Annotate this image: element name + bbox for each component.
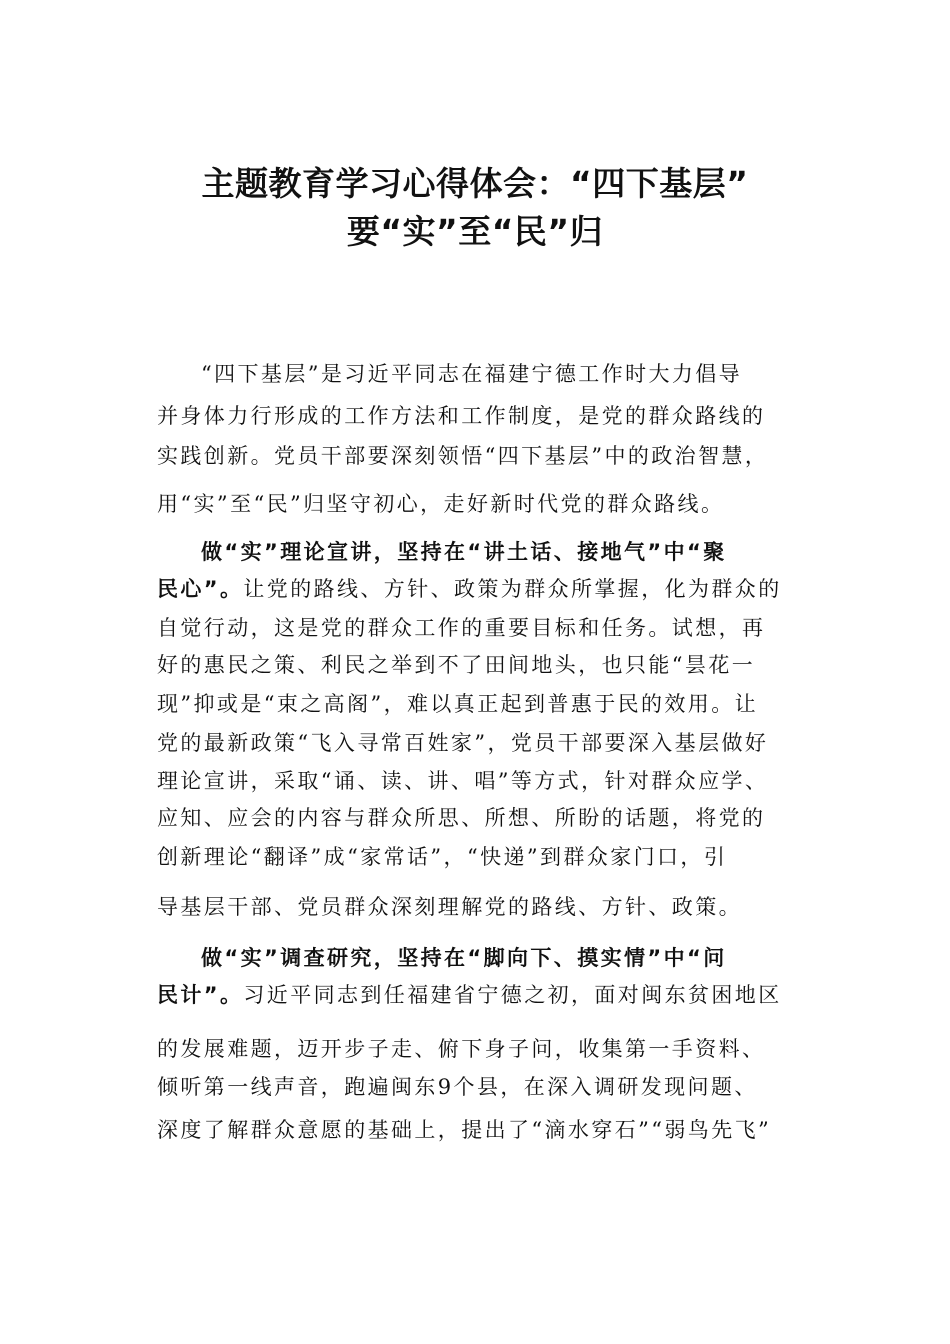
paragraph-2-line-5: 现”抑或是“束之高阁”，难以真正起到普惠于民的效用。让 [157, 692, 759, 716]
paragraph-3-line-2 [157, 980, 782, 1010]
paragraph-2-line-3: 自觉行动，这是党的群众工作的重要目标和任务。试想，再 [157, 616, 766, 640]
paragraph-2-heading: 做“实”理论宣讲，坚持在“讲土话、接地气”中“聚 [201, 540, 727, 564]
paragraph-2-line-2-text: 让党的路线、方针、政策为群众所掌握，化为群众的 [243, 577, 782, 601]
paragraph-2-line-2 [157, 574, 782, 604]
paragraph-3-heading-end: 民计”。 [157, 983, 244, 1007]
paragraph-2-line-4: 好的惠民之策、利民之举到不了田间地头，也只能“昙花一 [157, 653, 756, 677]
document-title-line-1: 主题教育学习心得体会：“四下基层” [201, 164, 749, 203]
paragraph-2-line-10: 导基层干部、党员群众深刻理解党的路线、方针、政策。 [157, 895, 742, 919]
paragraph-2-line-9: 创新理论“翻译”成“家常话”，“快递”到群众家门口，引 [157, 845, 728, 869]
paragraph-3-line-3: 的发展难题，迈开步子走、俯下身子问，收集第一手资料、 [157, 1037, 766, 1061]
paragraph-1-line-2: 并身体力行形成的工作方法和工作制度，是党的群众路线的 [157, 404, 766, 428]
paragraph-2-line-6: 党的最新政策“飞入寻常百姓家”，党员干部要深入基层做好 [157, 731, 769, 755]
paragraph-3-line-5: 深度了解群众意愿的基础上，提出了“滴水穿石”“弱鸟先飞” [157, 1118, 772, 1142]
paragraph-2-heading-end: 民心”。 [157, 577, 244, 601]
paragraph-3-line-4: 倾听第一线声音，跑遍闽东9个县，在深入调研发现问题、 [157, 1075, 758, 1099]
document-title-line-2: 要“实”至“民”归 [346, 212, 604, 251]
paragraph-3-heading: 做“实”调查研究，坚持在“脚向下、摸实情”中“问 [201, 946, 727, 970]
paragraph-1-line-3: 实践创新。党员干部要深刻领悟“四下基层”中的政治智慧， [157, 444, 769, 468]
paragraph-1-line-1: “四下基层”是习近平同志在福建宁德工作时大力倡导 [201, 362, 743, 386]
paragraph-3-line-2-text: 习近平同志到任福建省宁德之初，面对闽东贫困地区 [243, 983, 782, 1007]
paragraph-2-line-7: 理论宣讲，采取“诵、读、讲、唱”等方式，针对群众应学、 [157, 769, 769, 793]
paragraph-1-line-4: 用“实”至“民”归坚守初心，走好新时代党的群众路线。 [157, 492, 725, 516]
paragraph-2-line-8: 应知、应会的内容与群众所思、所想、所盼的话题，将党的 [157, 806, 766, 830]
